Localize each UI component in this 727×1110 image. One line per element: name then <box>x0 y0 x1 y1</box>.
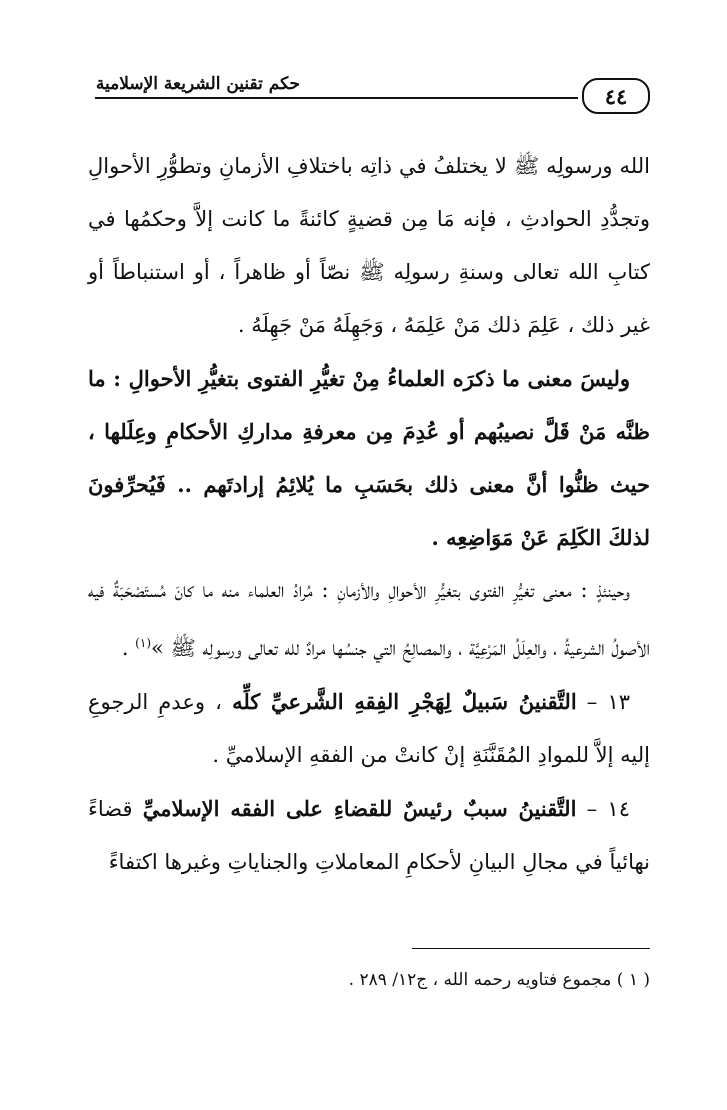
paragraph-item-14 <box>88 782 650 889</box>
paragraph-3-tail: . <box>121 636 136 660</box>
footnote-separator <box>412 948 650 949</box>
item-13-text: ، وعدمِ الرجوعِ إليه إلاَّ للموادِ المُقَنَّنَةِ إنْ كانتْ من الفقهِ الإسلاميِّ . <box>88 690 650 767</box>
paragraph-3 <box>88 564 650 675</box>
body-text <box>88 140 650 889</box>
item-14-text: قضاءً نهائياً في مجالِ البيانِ لأحكامِ المعاملاتِ والجناياتِ وغيرها اكتفاءً <box>88 797 650 874</box>
item-13-number: ١٣ – <box>586 690 630 714</box>
item-14-number: ١٤ – <box>586 797 630 821</box>
page-header <box>85 72 650 120</box>
paragraph-3-text: وحينئذٍ : معنى تغيُّرِ الفتوى بتغيُّرِ الأحوالِ والأزمانِ : مُرادُ العلماء منه ما كانَ مُستَصْحَبَةٌ فيه الأصولُ الشرعيةُ ، والعِلَلُ المَرْعِيَّة ، والمصالِحُ التي جنسُها مرادٌ لله تعالى ورسولِه ﷺ » <box>88 578 650 660</box>
footnote: ( ١ ) مجموع فتاويه رحمه الله ، ج١٢/ ٢٨٩ . <box>348 970 650 990</box>
header-rule <box>95 97 578 99</box>
item-14-heading: التَّقنينُ سببٌ رئيسٌ للقضاءِ على الفقه الإسلاميِّ <box>142 796 577 821</box>
item-13-heading: التَّقنينُ سَبيلٌ لِهَجْرِ الفِقهِ الشَّرعيِّ كلِّه <box>232 689 577 714</box>
page-number: ٤٤ <box>582 78 650 114</box>
paragraph-2: وليسَ معنى ما ذكرَه العلماءُ مِنْ تغيُّرِ الفتوى بتغيُّرِ الأحوالِ : ما ظنَّه مَنْ قَلَّ نصيبُهم أو عُدِمَ مِن معرفةِ مداركِ الأحكامِ وعِلَلها ، حيث ظنُّوا أنَّ معنى ذلك بحَسَبِ ما يُلائِمُ إرادتَهم .. فَيُحرِّفونَ لذلكَ الكَلِمَ عَنْ مَوَاضِعِه . <box>88 366 650 550</box>
running-title: حكم تقنين الشريعة الإسلامية <box>95 74 300 94</box>
paragraph-item-13 <box>88 675 650 782</box>
paragraph-1: الله ورسولِه ﷺ لا يختلفُ في ذاتِه باختلافِ الأزمانِ وتطوُّرِ الأحوالِ وتجدُّدِ الحوادثِ ، فإنه مَا مِن قضيةٍ كائنةً ما كانت إلاَّ وحكمُها في كتابِ الله تعالى وسنةِ رسولِه ﷺ نصّاً أو ظاهراً ، أو استنباطاً أو غير ذلك ، عَلِمَ ذلك مَنْ عَلِمَهُ ، وَجَهِلَهُ مَنْ جَهِلَهُ . <box>88 154 650 337</box>
footnote-reference: (١) <box>135 636 151 650</box>
